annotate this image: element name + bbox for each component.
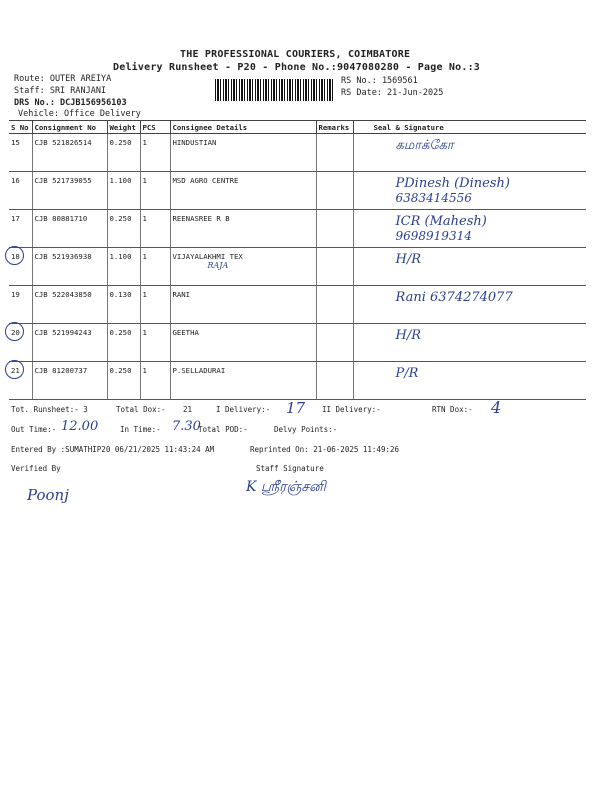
- row-pcs: 1: [140, 286, 170, 324]
- row-sno: 15: [9, 134, 32, 172]
- row-consignee: MSD AGRO CENTRE: [170, 172, 316, 210]
- row-21-circle: [5, 360, 24, 379]
- table-row: [9, 172, 586, 210]
- runsheet-title: Delivery Runsheet - P20 - Phone No.:9047080280 - Page No.:3: [113, 62, 481, 73]
- row-remarks: [316, 248, 353, 286]
- row-signature: [353, 172, 586, 210]
- row-signature: [353, 134, 586, 172]
- signature-text: ICR (Mahesh): [395, 214, 487, 229]
- row-pcs: 1: [140, 172, 170, 210]
- consignee-handwritten: RAJA: [207, 261, 229, 270]
- row-consignment: CJB 521739055: [32, 172, 107, 210]
- col-remarks: Remarks: [316, 121, 353, 134]
- row-remarks: [316, 134, 353, 172]
- row-weight: 0.250: [107, 324, 140, 362]
- row-20-circle: [5, 322, 24, 341]
- row-signature: [353, 286, 586, 324]
- signature-text: H/R: [395, 328, 422, 343]
- table-header-row: [9, 121, 586, 134]
- row-signature: [353, 362, 586, 400]
- signature-text: கமாக்கோ: [395, 138, 454, 153]
- row-sno: 16: [9, 172, 32, 210]
- row-consignee: P.SELLADURAI: [170, 362, 316, 400]
- row-pcs: 1: [140, 324, 170, 362]
- row-signature: [353, 248, 586, 286]
- reprinted-on: Reprinted On: 21-06-2025 11:49:26: [250, 445, 400, 454]
- col-weight: Weight: [107, 121, 140, 134]
- row-consignee: GEETHA: [170, 324, 316, 362]
- row-sno: 18: [9, 248, 32, 286]
- row-consignment: CJB 521994243: [32, 324, 107, 362]
- row-remarks: [316, 286, 353, 324]
- vehicle-text: Vehicle: Office Delivery: [18, 109, 141, 119]
- total-dox-value: 21: [183, 405, 193, 414]
- rtn-dox-label: RTN Dox:-: [432, 405, 473, 414]
- i-delivery-handwritten: 17: [286, 399, 306, 417]
- total-runsheet: Tot. Runsheet:- 3: [11, 405, 88, 414]
- i-delivery-label: I Delivery:-: [216, 405, 271, 414]
- runsheet-table: [9, 120, 586, 400]
- row-consignment: CJB 522043850: [32, 286, 107, 324]
- signature-phone: 6383414556: [395, 191, 472, 205]
- row-remarks: [316, 172, 353, 210]
- row-consignee: RANI: [170, 286, 316, 324]
- company-title: THE PROFESSIONAL COURIERS, COIMBATORE: [180, 49, 411, 60]
- row-weight: 0.250: [107, 134, 140, 172]
- row-weight: 1.100: [107, 248, 140, 286]
- total-dox-label: Total Dox:-: [116, 405, 166, 414]
- barcode: [215, 79, 335, 101]
- in-time-label: In Time:-: [120, 425, 161, 434]
- rtn-dox-handwritten: 4: [491, 398, 502, 417]
- row-sno: 17: [9, 210, 32, 248]
- staff-text: Staff: SRI RANJANI: [14, 86, 107, 96]
- row-sno: 21: [9, 362, 32, 400]
- consignee-name: VIJAYALAKHMI TEX: [172, 252, 243, 261]
- row-pcs: 1: [140, 134, 170, 172]
- staff-signature-label: Staff Signature: [256, 464, 324, 473]
- table-row: [9, 362, 586, 400]
- table-row: [9, 134, 586, 172]
- row-remarks: [316, 324, 353, 362]
- drs-number: DRS No.: DCJB156956103: [14, 98, 127, 108]
- row-weight: 0.250: [107, 210, 140, 248]
- entered-by: Entered By :SUMATHIP20 06/21/2025 11:43:24 AM: [11, 445, 215, 454]
- row-sno: 20: [9, 324, 32, 362]
- row-sno: 19: [9, 286, 32, 324]
- row-signature: [353, 210, 586, 248]
- col-consignee: Consignee Details: [170, 121, 316, 134]
- row-consignee: REENASREE R B: [170, 210, 316, 248]
- table-row: [9, 210, 586, 248]
- route-text: Route: OUTER AREIYA: [14, 74, 112, 84]
- in-time-handwritten: 7.30: [172, 419, 201, 434]
- rs-number: RS No.: 1569561: [341, 76, 418, 86]
- row-consignment: CJB 521826514: [32, 134, 107, 172]
- signature-text: PDinesh (Dinesh): [395, 176, 510, 191]
- delvy-points-label: Delvy Points:-: [274, 425, 338, 434]
- row-consignment: CJB 80881710: [32, 210, 107, 248]
- row-weight: 0.130: [107, 286, 140, 324]
- row-weight: 0.250: [107, 362, 140, 400]
- ii-delivery-label: II Delivery:-: [322, 405, 381, 414]
- row-consignment: CJB 81200737: [32, 362, 107, 400]
- col-pcs: PCS: [140, 121, 170, 134]
- total-pod-label: Total POD:-: [198, 425, 248, 434]
- signature-text: Rani 6374274077: [395, 290, 513, 305]
- signature-phone: 9698919314: [395, 229, 472, 243]
- signature-text: P/R: [395, 366, 419, 381]
- row-consignment: CJB 521936938: [32, 248, 107, 286]
- row-remarks: [316, 362, 353, 400]
- row-pcs: 1: [140, 362, 170, 400]
- row-remarks: [316, 210, 353, 248]
- out-time-handwritten: 12.00: [61, 419, 99, 434]
- table-row: [9, 248, 586, 286]
- row-consignee: [170, 248, 316, 286]
- signature-text: H/R: [395, 252, 422, 267]
- col-consignment: Consignment No: [32, 121, 107, 134]
- table-row: [9, 324, 586, 362]
- out-time-label: Out Time:-: [11, 425, 57, 434]
- row-pcs: 1: [140, 210, 170, 248]
- verified-by-label: Verified By: [11, 464, 61, 473]
- row-18-circle: [5, 246, 24, 265]
- table-row: [9, 286, 586, 324]
- rs-date: RS Date: 21-Jun-2025: [341, 88, 444, 98]
- row-pcs: 1: [140, 248, 170, 286]
- verified-signature: Poonj: [27, 486, 69, 504]
- row-signature: [353, 324, 586, 362]
- col-seal: Seal & Signature: [353, 121, 586, 134]
- row-weight: 1.100: [107, 172, 140, 210]
- staff-signature: K ஸ்ரீரஞ்சனி: [246, 479, 326, 495]
- col-sno: S No: [9, 121, 32, 134]
- row-consignee: HINDUSTIAN: [170, 134, 316, 172]
